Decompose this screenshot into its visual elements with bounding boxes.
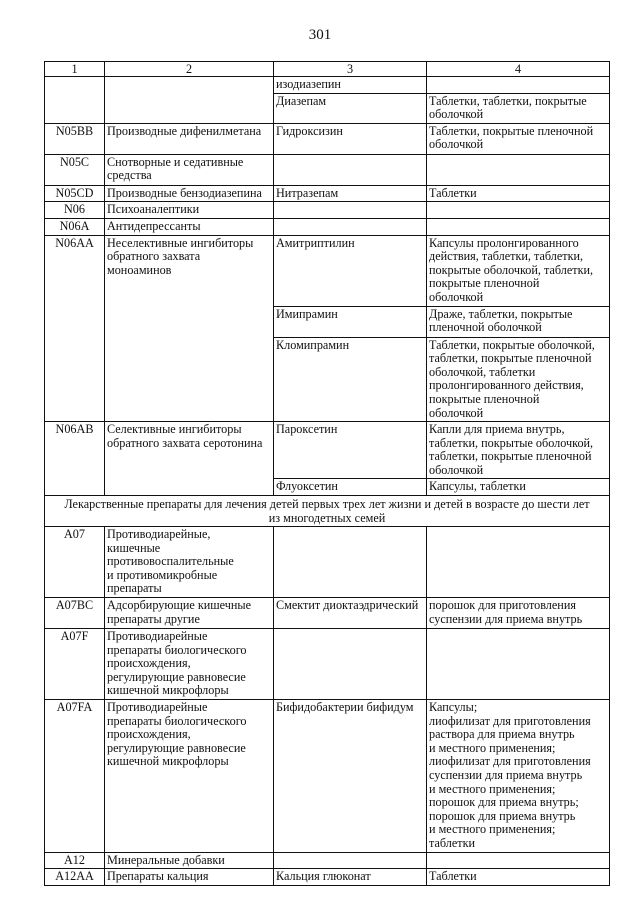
cell-form: Таблетки, покрытые оболочкой, таблетки, покрытые пленочной оболочкой, таблетки пролонгированного действия, покрытые пленочной оболочкой [427,337,610,422]
cell-drug [274,527,427,598]
cell-drug [274,629,427,700]
cell-form [427,852,610,869]
cell-drug [274,852,427,869]
cell-drug: Смектит диоктаэдрический [274,598,427,629]
cell-group: Адсорбирующие кишечные препараты другие [105,598,274,629]
table-row [45,77,610,94]
cell-form: Капли для приема внутрь, таблетки, покрытые оболочкой, таблетки, покрытые пленочной оболочкой [427,422,610,479]
table-row [45,422,610,479]
cell-code: A07F [45,629,105,700]
cell-code: N05C [45,154,105,185]
cell-code: N06AA [45,235,105,422]
cell-code: N05CD [45,185,105,202]
cell-drug: Амитриптилин [274,235,427,306]
cell-drug: Пароксетин [274,422,427,479]
cell-code: A07FA [45,700,105,853]
cell-group: Производные бензодиазепина [105,185,274,202]
cell-group: Снотворные и седативные средства [105,154,274,185]
cell-drug: Кальция глюконат [274,869,427,886]
column-header-group: 2 [105,62,274,77]
table-row [45,154,610,185]
column-header-drug: 3 [274,62,427,77]
cell-code: A12AA [45,869,105,886]
cell-drug: Гидроксизин [274,123,427,154]
table-row [45,598,610,629]
cell-group: Противодиарейные, кишечные противовоспалительные и противомикробные препараты [105,527,274,598]
table-row [45,202,610,219]
table-row [45,235,610,306]
cell-code: A07 [45,527,105,598]
cell-group: Производные дифенилметана [105,123,274,154]
cell-code: N06A [45,218,105,235]
cell-drug: изодиазепин [274,77,427,94]
cell-form [427,527,610,598]
cell-form: порошок для приготовления суспензии для приема внутрь [427,598,610,629]
cell-form: Таблетки [427,185,610,202]
cell-form: Таблетки, покрытые пленочной оболочкой [427,123,610,154]
column-header-code: 1 [45,62,105,77]
page-number: 301 [308,27,332,43]
table-row [45,527,610,598]
cell-group: Антидепрессанты [105,218,274,235]
table-row [45,700,610,853]
cell-code: N06AB [45,422,105,496]
cell-group: Минеральные добавки [105,852,274,869]
cell-form [427,77,610,94]
cell-code: N05BB [45,123,105,154]
cell-drug: Имипрамин [274,306,427,337]
table-row [45,218,610,235]
cell-group: Противодиарейные препараты биологического происхождения, регулирующие равновесие кишечной микрофлоры [105,700,274,853]
section-heading-row [45,496,610,527]
table-row [45,185,610,202]
cell-group [105,77,274,124]
cell-drug: Бифидобактерии бифидум [274,700,427,853]
cell-form [427,218,610,235]
cell-code: A07BC [45,598,105,629]
cell-code: N06 [45,202,105,219]
cell-form: Капсулы пролонгированного действия, таблетки, таблетки, покрытые оболочкой, таблетки, покрытые пленочной оболочкой [427,235,610,306]
table-row [45,629,610,700]
cell-form [427,154,610,185]
column-header-form: 4 [427,62,610,77]
table-row [45,869,610,886]
cell-form [427,629,610,700]
cell-drug [274,202,427,219]
cell-drug [274,218,427,235]
cell-drug: Кломипрамин [274,337,427,422]
table-row [45,852,610,869]
cell-form: Таблетки, таблетки, покрытые оболочкой [427,93,610,123]
cell-drug: Флуоксетин [274,479,427,496]
cell-group: Селективные ингибиторы обратного захвата серотонина [105,422,274,496]
cell-drug: Нитразепам [274,185,427,202]
drug-table [44,61,610,886]
cell-form: Таблетки [427,869,610,886]
cell-drug [274,154,427,185]
section-heading: Лекарственные препараты для лечения детей первых трех лет жизни и детей в возрасте до шести лет из многодетных семей [45,496,610,527]
cell-form: Капсулы, таблетки [427,479,610,496]
cell-group: Психоаналептики [105,202,274,219]
cell-group: Противодиарейные препараты биологического происхождения, регулирующие равновесие кишечной микрофлоры [105,629,274,700]
cell-code [45,77,105,124]
cell-code: A12 [45,852,105,869]
table-header-row [45,62,610,77]
cell-form [427,202,610,219]
cell-drug: Диазепам [274,93,427,123]
cell-form: Капсулы; лиофилизат для приготовления раствора для приема внутрь и местного применения; лиофилизат для приготовления суспензии для приема внутрь и местного применения; порошок для приема внутрь; порошок для приема внутрь и местного применения; таблетки [427,700,610,853]
cell-group: Препараты кальция [105,869,274,886]
cell-form: Драже, таблетки, покрытые пленочной оболочкой [427,306,610,337]
table-row [45,123,610,154]
cell-group: Неселективные ингибиторы обратного захвата моноаминов [105,235,274,422]
